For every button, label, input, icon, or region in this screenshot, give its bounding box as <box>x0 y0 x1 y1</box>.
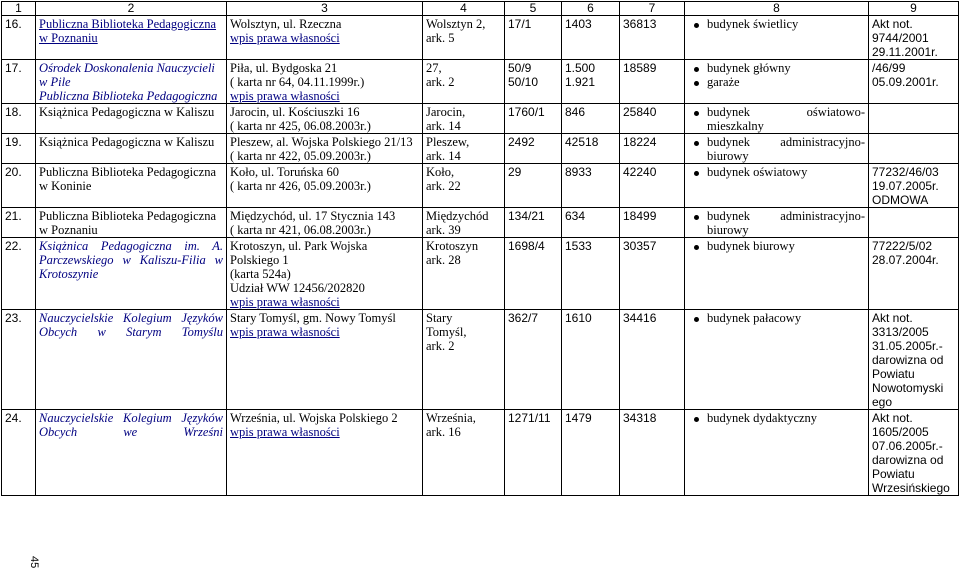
address-line: Września, ul. Wojska Polskiego 2 <box>230 411 398 425</box>
legal-line: 1605/2005 <box>872 425 929 439</box>
building-text: budynek pałacowy <box>707 311 802 325</box>
bullet-icon <box>694 245 699 250</box>
parcel-value: 1271/11 <box>508 411 551 425</box>
building-list <box>685 208 869 238</box>
parcel-number <box>505 410 562 496</box>
building-text: budynek oświatowo- <box>707 105 865 119</box>
building-text: mieszkalny <box>707 119 764 133</box>
building-item <box>688 165 865 179</box>
institution-name <box>36 164 227 208</box>
area-value <box>562 310 620 410</box>
building-text: budynek główny <box>707 61 791 75</box>
table-row <box>2 208 959 238</box>
area-value <box>562 16 620 60</box>
value-cell: 18224 <box>620 134 685 164</box>
institution-name <box>36 410 227 496</box>
area-line: 1.500 <box>565 61 596 75</box>
area-value <box>562 208 620 238</box>
institution-name-secondary: Publiczna Biblioteka Pedagogiczna <box>39 89 218 103</box>
address-line: ( karta nr 422, 05.09.2003r.) <box>230 149 371 163</box>
area-line: 1.921 <box>565 75 596 89</box>
legal-line: 77222/5/02 <box>872 239 933 253</box>
building-list <box>685 134 869 164</box>
legal-basis <box>869 60 959 104</box>
building-list <box>685 410 869 496</box>
plot-line: Pleszew, <box>426 135 470 149</box>
area-value <box>562 134 620 164</box>
legal-line: 3313/2005 <box>872 325 929 339</box>
legal-line: Powiatu <box>872 467 915 481</box>
parcel-number <box>505 164 562 208</box>
table-row <box>2 16 959 60</box>
header-cell: 8 <box>685 2 869 16</box>
address-line: Piła, ul. Bydgoska 21 <box>230 61 338 75</box>
location-address <box>227 310 423 410</box>
table-row <box>2 310 959 410</box>
legal-basis <box>869 410 959 496</box>
address-line: ( karta nr 426, 05.09.2003r.) <box>230 179 371 193</box>
header-cell: 1 <box>2 2 36 16</box>
table-row <box>2 60 959 104</box>
parcel-number <box>505 310 562 410</box>
parcel-value: 50/10 <box>508 75 539 89</box>
header-row <box>2 2 959 16</box>
table-row <box>2 134 959 164</box>
institution-name <box>36 208 227 238</box>
parcel-number <box>505 208 562 238</box>
plot-location <box>423 60 505 104</box>
plot-line: Stary <box>426 311 453 325</box>
address-line: ( karta nr 64, 04.11.1999r.) <box>230 75 365 89</box>
location-address <box>227 410 423 496</box>
institution-name-text: Książnica Pedagogiczna w Kaliszu <box>39 135 215 149</box>
row-number: 19. <box>2 134 36 164</box>
value-cell: 34318 <box>620 410 685 496</box>
address-line: Wolsztyn, ul. Rzeczna <box>230 17 342 31</box>
header-cell: 7 <box>620 2 685 16</box>
plot-line: ark. 28 <box>426 253 461 267</box>
bullet-icon <box>694 317 699 322</box>
legal-line: /46/99 <box>872 61 906 75</box>
location-address <box>227 134 423 164</box>
address-line: Jarocin, ul. Kościuszki 16 <box>230 105 360 119</box>
legal-line: Wrzesińskiego <box>872 481 950 495</box>
parcel-value: 29 <box>508 165 522 179</box>
row-number: 24. <box>2 410 36 496</box>
address-line: wpis prawa własności <box>230 295 340 309</box>
building-list <box>685 104 869 134</box>
legal-basis <box>869 238 959 310</box>
institution-name-text: Nauczycielskie Kolegium Języków Obcych w Starym Tomyślu <box>39 311 223 339</box>
legal-line: 29.11.2001r. <box>872 45 938 59</box>
bullet-icon <box>694 417 699 422</box>
plot-line: ark. 2 <box>426 339 455 353</box>
legal-line: 31.05.2005r.- <box>872 339 943 353</box>
address-line: Stary Tomyśl, gm. Nowy Tomyśl <box>230 311 396 325</box>
header-cell: 9 <box>869 2 959 16</box>
building-list <box>685 310 869 410</box>
location-address <box>227 104 423 134</box>
building-item <box>688 209 865 223</box>
plot-line: Tomyśl, <box>426 325 467 339</box>
bullet-icon <box>694 171 699 176</box>
building-text: garaże <box>707 75 740 89</box>
legal-line: darowizna od <box>872 353 944 367</box>
address-line: Udział WW 12456/202820 <box>230 281 365 295</box>
institution-name-text: Książnica Pedagogiczna im. A. Parczewskiego w Kaliszu-Filia w Krotoszynie <box>39 239 223 281</box>
bullet-icon <box>694 141 699 146</box>
area-line: 634 <box>565 209 586 223</box>
row-number: 22. <box>2 238 36 310</box>
legal-line: Akt not. <box>872 411 913 425</box>
plot-line: ark. 14 <box>426 119 461 133</box>
parcel-value: 50/9 <box>508 61 532 75</box>
value-cell: 42240 <box>620 164 685 208</box>
institution-name <box>36 104 227 134</box>
parcel-number <box>505 134 562 164</box>
legal-line: 05.09.2001r. <box>872 75 939 89</box>
plot-location <box>423 164 505 208</box>
plot-line: Krotoszyn <box>426 239 479 253</box>
building-item <box>688 17 865 31</box>
table-row <box>2 410 959 496</box>
institution-name <box>36 16 227 60</box>
institution-name <box>36 238 227 310</box>
location-address <box>227 164 423 208</box>
building-list <box>685 16 869 60</box>
table-row <box>2 164 959 208</box>
legal-line: 9744/2001 <box>872 31 929 45</box>
address-line: Pleszew, al. Wojska Polskiego 21/13 <box>230 135 413 149</box>
area-line: 1403 <box>565 17 592 31</box>
building-text: biurowy <box>707 223 749 237</box>
plot-location <box>423 208 505 238</box>
parcel-number <box>505 16 562 60</box>
legal-line: Powiatu <box>872 367 915 381</box>
header-cell: 6 <box>562 2 620 16</box>
building-text: budynek świetlicy <box>707 17 799 31</box>
header-cell: 5 <box>505 2 562 16</box>
area-line: 1479 <box>565 411 592 425</box>
address-line: Krotoszyn, ul. Park Wojska Polskiego 1 <box>230 239 368 267</box>
area-line: 846 <box>565 105 586 119</box>
row-number: 16. <box>2 16 36 60</box>
parcel-number <box>505 238 562 310</box>
building-text: budynek administracyjno- <box>707 209 865 223</box>
plot-line: 27, <box>426 61 442 75</box>
parcel-value: 134/21 <box>508 209 545 223</box>
area-line: 1533 <box>565 239 592 253</box>
value-cell: 18589 <box>620 60 685 104</box>
legal-basis <box>869 104 959 134</box>
legal-line: ego <box>872 395 893 409</box>
plot-location <box>423 134 505 164</box>
plot-line: ark. 39 <box>426 223 461 237</box>
plot-line: Międzychód <box>426 209 489 223</box>
row-number: 23. <box>2 310 36 410</box>
location-address <box>227 16 423 60</box>
legal-basis <box>869 310 959 410</box>
area-line: 42518 <box>565 135 599 149</box>
institution-name <box>36 134 227 164</box>
institution-name-text: Ośrodek Doskonalenia Nauczycieli w Pile <box>39 61 215 89</box>
address-line: Międzychód, ul. 17 Stycznia 143 <box>230 209 396 223</box>
address-line: (karta 524a) <box>230 267 291 281</box>
header-cell: 3 <box>227 2 423 16</box>
building-item <box>688 119 865 133</box>
building-text: budynek dydaktyczny <box>707 411 818 425</box>
address-line: wpis prawa własności <box>230 425 340 439</box>
address-line: wpis prawa własności <box>230 89 340 103</box>
address-line: wpis prawa własności <box>230 31 340 45</box>
building-list <box>685 60 869 104</box>
area-value <box>562 410 620 496</box>
building-item <box>688 105 865 119</box>
legal-basis <box>869 208 959 238</box>
bullet-icon <box>694 23 699 28</box>
plot-line: ark. 2 <box>426 75 455 89</box>
institution-name-text: Nauczycielskie Kolegium Języków Obcych we Wrześni <box>39 411 223 439</box>
row-number: 17. <box>2 60 36 104</box>
bullet-icon <box>694 81 699 86</box>
parcel-number <box>505 60 562 104</box>
page-number: 45 <box>28 556 40 569</box>
legal-line: Akt not. <box>872 311 913 325</box>
plot-line: Koło, <box>426 165 455 179</box>
building-item <box>688 311 865 325</box>
building-item <box>688 135 865 149</box>
building-text: biurowy <box>707 149 749 163</box>
plot-line: ark. 5 <box>426 31 455 45</box>
legal-basis <box>869 134 959 164</box>
location-address <box>227 238 423 310</box>
building-text: budynek biurowy <box>707 239 795 253</box>
building-list <box>685 164 869 208</box>
building-item <box>688 239 865 253</box>
parcel-number <box>505 104 562 134</box>
value-cell: 30357 <box>620 238 685 310</box>
institution-name <box>36 60 227 104</box>
table-row <box>2 104 959 134</box>
address-line: wpis prawa własności <box>230 325 340 339</box>
address-line: ( karta nr 421, 06.08.2003r.) <box>230 223 371 237</box>
legal-basis <box>869 164 959 208</box>
parcel-value: 2492 <box>508 135 535 149</box>
plot-location <box>423 104 505 134</box>
row-number: 21. <box>2 208 36 238</box>
institution-name-text: Publiczna Biblioteka Pedagogiczna w Koninie <box>39 165 217 193</box>
parcel-value: 1760/1 <box>508 105 545 119</box>
table-row <box>2 238 959 310</box>
header-cell: 4 <box>423 2 505 16</box>
legal-line: darowizna od <box>872 453 944 467</box>
parcel-value: 1698/4 <box>508 239 545 253</box>
value-cell: 36813 <box>620 16 685 60</box>
legal-line: 19.07.2005r. <box>872 179 939 193</box>
header-cell: 2 <box>36 2 227 16</box>
area-value <box>562 164 620 208</box>
institution-name <box>36 310 227 410</box>
plot-line: ark. 16 <box>426 425 461 439</box>
plot-line: ark. 22 <box>426 179 461 193</box>
value-cell: 34416 <box>620 310 685 410</box>
value-cell: 18499 <box>620 208 685 238</box>
row-number: 18. <box>2 104 36 134</box>
building-item <box>688 149 865 163</box>
plot-line: Wolsztyn 2, <box>426 17 486 31</box>
legal-line: Akt not. <box>872 17 913 31</box>
plot-line: Września, <box>426 411 476 425</box>
building-text: budynek administracyjno- <box>707 135 865 149</box>
area-value <box>562 60 620 104</box>
parcel-value: 362/7 <box>508 311 539 325</box>
bullet-icon <box>694 215 699 220</box>
legal-basis <box>869 16 959 60</box>
plot-line: ark. 14 <box>426 149 461 163</box>
location-address <box>227 208 423 238</box>
plot-location <box>423 238 505 310</box>
institution-name-text: Publiczna Biblioteka Pedagogiczna w Poznaniu <box>39 17 217 45</box>
legal-line: 77232/46/03 <box>872 165 939 179</box>
building-text: budynek oświatowy <box>707 165 808 179</box>
area-line: 8933 <box>565 165 592 179</box>
area-value <box>562 104 620 134</box>
building-item <box>688 411 865 425</box>
building-list <box>685 238 869 310</box>
building-item <box>688 223 865 237</box>
value-cell: 25840 <box>620 104 685 134</box>
plot-line: Jarocin, <box>426 105 466 119</box>
location-address <box>227 60 423 104</box>
parcel-value: 17/1 <box>508 17 532 31</box>
plot-location <box>423 16 505 60</box>
plot-location <box>423 310 505 410</box>
legal-line: 07.06.2005r.- <box>872 439 943 453</box>
plot-location <box>423 410 505 496</box>
address-line: Koło, ul. Toruńska 60 <box>230 165 339 179</box>
legal-line: ODMOWA <box>872 193 929 207</box>
institution-name-text: Książnica Pedagogiczna w Kaliszu <box>39 105 215 119</box>
area-value <box>562 238 620 310</box>
bullet-icon <box>694 67 699 72</box>
legal-line: 28.07.2004r. <box>872 253 939 267</box>
building-item <box>688 75 865 89</box>
row-number: 20. <box>2 164 36 208</box>
institution-name-text: Publiczna Biblioteka Pedagogiczna w Poznaniu <box>39 209 217 237</box>
property-table <box>1 1 959 496</box>
area-line: 1610 <box>565 311 592 325</box>
legal-line: Nowotomyski <box>872 381 944 395</box>
bullet-icon <box>694 111 699 116</box>
address-line: ( karta nr 425, 06.08.2003r.) <box>230 119 371 133</box>
building-item <box>688 61 865 75</box>
